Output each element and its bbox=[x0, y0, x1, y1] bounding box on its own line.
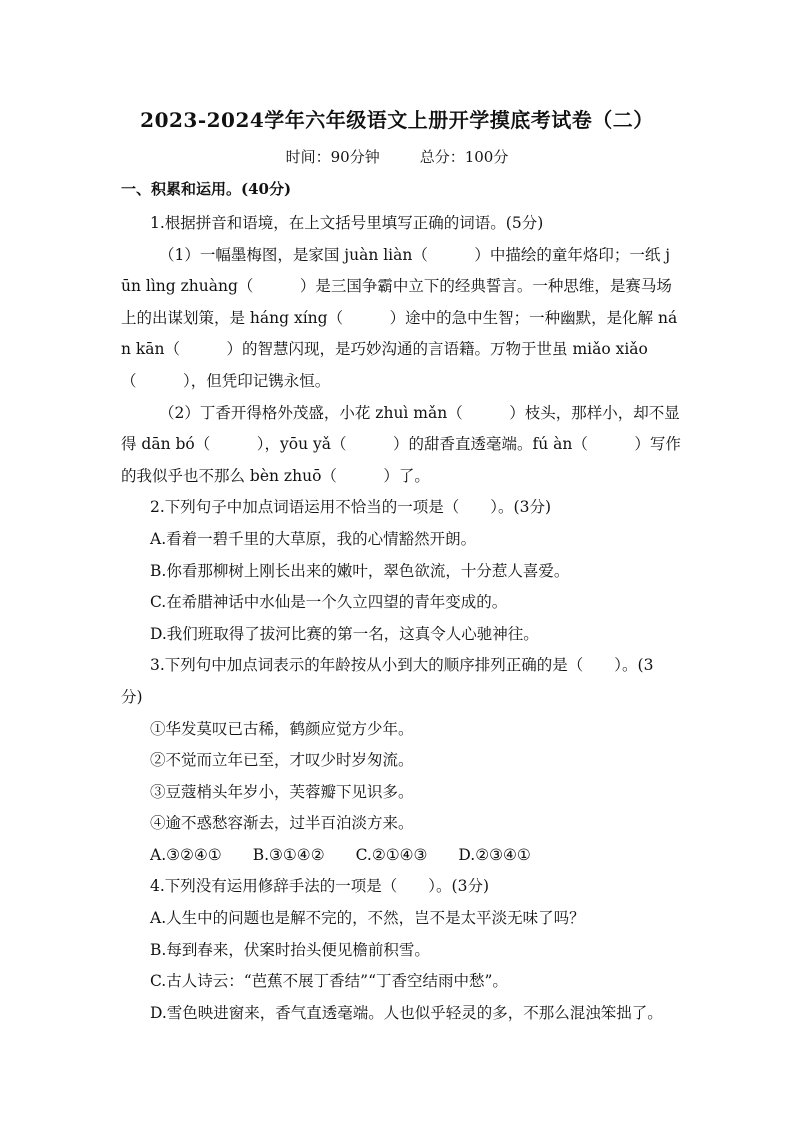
question-1-part-2-line: 的我似乎也不那么 bèn zhuō（ ）了。 bbox=[121, 466, 430, 485]
question-4-option-c: C.古人诗云：“芭蕉不展丁香结”“丁香空结雨中愁”。 bbox=[150, 972, 508, 991]
question-3-stem: 3.下列句中加点词表示的年龄按从小到大的顺序排列正确的是（ ）。(3 bbox=[150, 656, 654, 675]
question-2-option-c: C.在希腊神话中水仙是一个久立四望的青年变成的。 bbox=[150, 593, 508, 612]
exam-meta bbox=[0, 146, 794, 167]
question-3-options: A.③②④① B.③①④② C.②①④③ D.②③④① bbox=[150, 845, 531, 864]
exam-total-score: 总分：100分 bbox=[419, 148, 509, 166]
section-heading: 一、积累和运用。(40分) bbox=[121, 180, 292, 198]
question-1-part-2-line: 得 dān bó（ ），yōu yǎ（ ）的甜香直透毫端。fú àn（ ）写作 bbox=[121, 435, 681, 454]
question-3-line-3: ③豆蔻梢头年岁小，芙蓉瓣下见识多。 bbox=[150, 782, 414, 801]
question-4-option-d: D.雪色映进窗来，香气直透毫端。人也似乎轻灵的多，不那么混浊笨拙了。 bbox=[150, 1003, 663, 1022]
question-2-option-d: D.我们班取得了拔河比赛的第一名，这真令人心驰神往。 bbox=[150, 624, 539, 643]
question-1-part-2-line: （2）丁香开得格外茂盛，小花 zhuì mǎn（ ）枝头，那样小，却不显 bbox=[159, 403, 680, 422]
question-3-stem-cont: 分) bbox=[121, 687, 143, 706]
question-1-part-1-line: （1）一幅墨梅图，是家国 juàn liàn（ ）中描绘的童年烙印；一纸 j bbox=[159, 245, 671, 264]
question-3-line-4: ④逾不惑愁容渐去，过半百泊淡方来。 bbox=[150, 814, 414, 833]
question-4-stem: 4.下列没有运用修辞手法的一项是（ ）。(3分) bbox=[150, 877, 489, 896]
question-1-part-1-line: ūn lìng zhuàng（ ）是三国争霸中立下的经典誓言。一种思维，是赛马场 bbox=[121, 277, 672, 296]
question-3-line-2: ②不觉而立年已至，才叹少时岁匆流。 bbox=[150, 751, 414, 770]
question-body bbox=[121, 208, 681, 1029]
question-3-line-1: ①华发莫叹已古稀，鹤颜应觉方少年。 bbox=[150, 719, 414, 738]
question-4-option-a: A.人生中的问题也是解不完的，不然，岂不是太平淡无味了吗？ bbox=[150, 909, 585, 928]
question-1-part-1-line: 上的出谋划策，是 háng xíng（ ）途中的急中生智；一种幽默，是化解 ná bbox=[121, 308, 678, 327]
question-2-stem: 2.下列句子中加点词语运用不恰当的一项是（ ）。(3分) bbox=[150, 498, 551, 517]
page-title: 2023-2024学年六年级语文上册开学摸底考试卷（二） bbox=[140, 108, 654, 132]
question-1-stem: 1.根据拼音和语境，在上文括号里填写正确的词语。(5分) bbox=[150, 214, 544, 232]
question-4-option-b: B.每到春来，伏案时抬头便见檐前积雪。 bbox=[150, 940, 430, 959]
exam-time: 时间：90分钟 bbox=[285, 148, 380, 166]
question-1-part-1-line: （ ），但凭印记镌永恒。 bbox=[121, 371, 331, 390]
question-2-option-b: B.你看那柳树上刚长出来的嫩叶，翠色欲流，十分惹人喜爱。 bbox=[150, 561, 570, 580]
question-1-part-1-line: n kān（ ）的智慧闪现，是巧妙沟通的言语籍。万物于世虽 miǎo xiǎo bbox=[121, 340, 648, 359]
question-2-option-a: A.看着一碧千里的大草原，我的心情豁然开朗。 bbox=[150, 529, 477, 548]
